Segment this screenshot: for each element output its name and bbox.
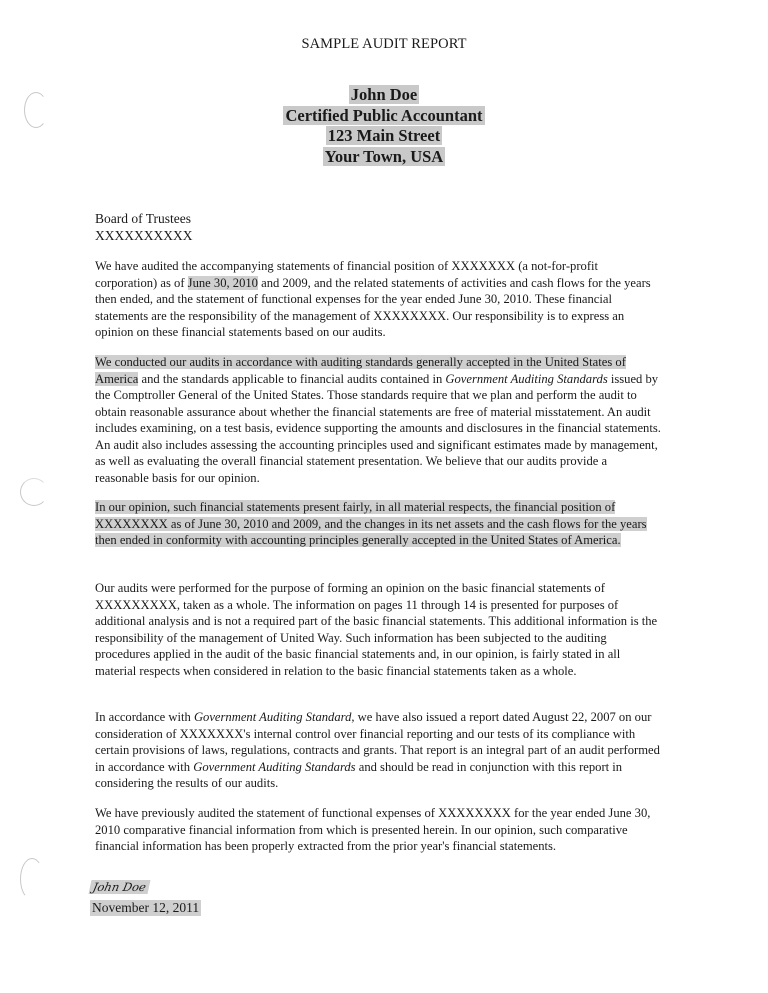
prior-year-paragraph: We have previously audited the statement of functional expenses of XXXXXXXX for the year ended June 30, 2010 comparative financial information from which is presented herein. In our opinion, such comparative financial information has been properly extracted from the prior year's financial statements. [95, 806, 651, 853]
paragraph-text: and should be read in conjunction with this report in considering the results of our audits. [95, 759, 623, 790]
accountant-designation: Certified Public Accountant [285, 105, 483, 125]
paragraph-text: and 2009, and the related statements of activities and cash flows for the years then ended, and the statement of functional expenses for the year ended June 30, 2010. These financial statements are the responsibility of the management of XXXXXXXX. Our responsibility is to express an opinion on these financial statements based on our audits. [95, 275, 651, 339]
paragraph-text: and the standards applicable to financial audits contained in [138, 371, 446, 386]
street-address: 123 Main Street [327, 126, 441, 145]
internal-control-paragraph [95, 709, 663, 792]
opinion-paragraph [95, 499, 663, 549]
paragraph-text: We have audited the accompanying statements of financial position of XXXXXXX (a not-for-profit corporation) as of [95, 259, 599, 290]
italic-reference: Government Auditing Standards [445, 371, 608, 386]
punch-hole-mark [20, 858, 44, 900]
highlighted-text: In our opinion, such financial statements present fairly, in all material respects, the financial position of XXXXXXXX as of June 30, 2010 and 2009, and the changes in its net assets and the cash flows for the years then ended in conformity with accounting principles generally accepted in the United States of America. [95, 500, 647, 547]
standards-paragraph [95, 354, 663, 486]
highlighted-text: We conducted our audits in accordance with auditing standards generally accepted in the United States of America [95, 355, 626, 386]
scope-paragraph [95, 258, 663, 341]
letterhead [0, 85, 768, 167]
italic-reference: Government Auditing Standards [193, 759, 356, 774]
paragraph-text: issued by the Comptroller General of the United States. Those standards require that we plan and perform the audit to obtain reasonable assurance about whether the financial statements are free of material misstatement. An audit includes examining, on a test basis, evidence supporting the amounts and disclosures in the financial statements. An audit also includes assessing the accounting principles used and significant estimates made by management, as well as evaluating the overall financial statement presentation. We believe that our audits provide a reasonable basis for our opinion. [95, 371, 661, 485]
recipient-block [95, 210, 193, 244]
handwritten-signature: John Doe [89, 880, 151, 894]
accountant-name: John Doe [350, 85, 418, 104]
recipient-line: XXXXXXXXXX [95, 228, 193, 243]
recipient-line: Board of Trustees [95, 211, 192, 226]
paragraph-text: , we have also issued a report dated August 22, 2007 on our consideration of XXXXXXX's internal control over financial reporting and our tests of its compliance with certain provisions of laws, regulations, contracts and grants. That report is an integral part of an audit performed in accordance with [95, 710, 660, 774]
signature-date: November 12, 2011 [92, 900, 200, 915]
italic-reference: Government Auditing Standard [193, 710, 352, 724]
paragraph-text: In accordance with [95, 710, 194, 724]
highlighted-date: June 30, 2010 [187, 275, 258, 290]
city-address: Your Town, USA [324, 146, 444, 166]
punch-hole-mark [20, 478, 48, 506]
supplementary-info-paragraph: Our audits were performed for the purpose of forming an opinion on the basic financial statements of XXXXXXXXX, taken as a whole. The information on pages 11 through 14 is presented for purposes of additional analysis and is not a required part of the basic financial statements. This additional information is the responsibility of the management of United Way. Such information has been subjected to the auditing procedures applied in the audit of the basic financial statements and, in our opinion, is fairly stated in all material respects when considered in relation to the basic financial statements taken as a whole. [95, 581, 658, 678]
document-title: SAMPLE AUDIT REPORT [301, 36, 467, 52]
